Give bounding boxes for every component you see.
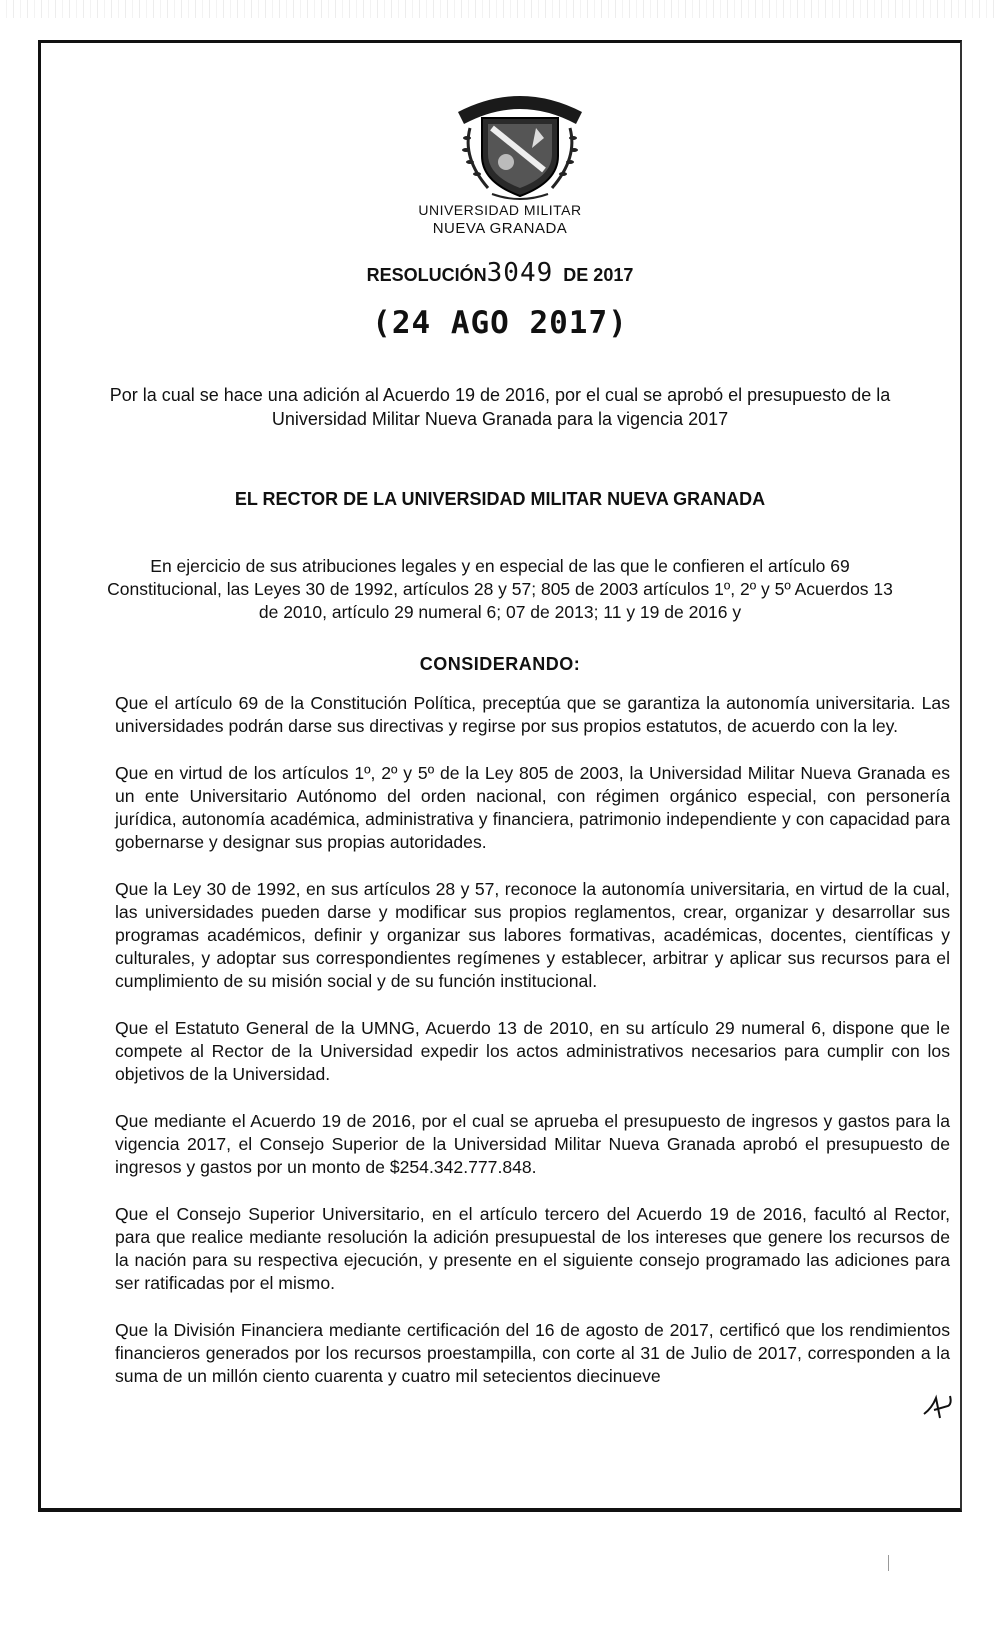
consideration-paragraph: Que la División Financiera mediante certificación del 16 de agosto de 2017, certificó que los rendimientos financieros generados por los recursos proestampilla, con corte al 31 de Julio de 2017, corresponden a la suma de un millón ciento cuarenta y cuatro mil setecientos diecinueve xyxy=(115,1320,950,1386)
consideration-paragraph: Que el Consejo Superior Universitario, en el artículo tercero del Acuerdo 19 de 2016, facultó al Rector, para que realice mediante resolución la adición presupuestal de los intereses que genere los recursos de la nación para su respectiva ejecución, y presente en el siguiente consejo programado las adiciones para ser ratificadas por el mismo. xyxy=(115,1204,950,1293)
consideration-paragraph: Que en virtud de los artículos 1º, 2º y 5º de la Ley 805 de 2003, la Universidad Militar Nueva Granada es un ente Universitario Autónomo del orden nacional, con régimen orgánico especial, con personería jurídica, autonomía académica, administrativa y financiera, patrimonio independiente y con capacidad para gobernarse y designar sus propias autoridades. xyxy=(115,763,950,852)
considerations-list xyxy=(115,692,950,1412)
signature-initial-icon xyxy=(920,1388,956,1424)
consideration-paragraph: Que el artículo 69 de la Constitución Política, preceptúa que se garantiza la autonomía universitaria. Las universidades podrán darse sus directivas y regirse por sus propios estatutos, de acuerdo con la ley. xyxy=(115,693,950,736)
resolution-number: 3049 xyxy=(486,258,554,288)
considerando-heading: CONSIDERANDO: xyxy=(419,654,581,674)
seal-icon xyxy=(440,78,600,208)
scan-noise-strip xyxy=(0,0,1000,18)
issuer-heading: EL RECTOR DE LA UNIVERSIDAD MILITAR NUEVA GRANADA xyxy=(234,489,766,509)
consideration-paragraph: Que mediante el Acuerdo 19 de 2016, por el cual se aprueba el presupuesto de ingresos y gastos para la vigencia 2017, el Consejo Superior de la Universidad Militar Nueva Granada aprobó el presupuesto de ingresos y gastos por un monto de $254.342.777.848. xyxy=(115,1111,950,1177)
resolution-title: Por la cual se hace una adición al Acuerdo 19 de 2016, por el cual se aprobó el presupuesto de la Universidad Militar Nueva Granada para la vigencia 2017 xyxy=(109,385,891,429)
institution-name-line2: NUEVA GRANADA xyxy=(432,220,568,237)
consideration-paragraph: Que el Estatuto General de la UMNG, Acuerdo 13 de 2010, en su artículo 29 numeral 6, dispone que le compete al Rector de la Universidad expedir los actos administrativos necesarios para cumplir con los objetivos de la Universidad. xyxy=(115,1018,950,1084)
scan-mark xyxy=(888,1555,889,1571)
resolution-label: RESOLUCIÓN xyxy=(366,265,487,285)
stamped-date: (24 AGO 2017) xyxy=(372,305,628,341)
resolution-year: DE 2017 xyxy=(563,265,634,285)
consideration-paragraph: Que la Ley 30 de 1992, en sus artículos 28 y 57, reconoce la autonomía universitaria, en virtud de la cual, las universidades pueden darse y modificar sus propios reglamentos, crear, organizar y desarrollar sus programas académicos, definir y organizar sus labores formativas, académicas, docentes, científicas y culturales, y adoptar sus correspondientes regímenes y establecer, arbitrar y aplicar sus recursos para el cumplimiento de su misión social y de su función institucional. xyxy=(115,879,950,991)
university-seal xyxy=(440,78,600,208)
preamble-paragraph: En ejercicio de sus atribuciones legales y en especial de las que le confieren el artículo 69 Constitucional, las Leyes 30 de 1992, artículos 28 y 57; 805 de 2003 artículos 1º, 2º y 5º Acuerdos 13 de 2010, artículo 29 numeral 6; 07 de 2013; 11 y 19 de 2016 y xyxy=(107,556,893,622)
handwritten-initial xyxy=(920,1388,956,1424)
resolution-heading xyxy=(0,258,1000,288)
institution-name-line1: UNIVERSIDAD MILITAR xyxy=(418,202,582,218)
